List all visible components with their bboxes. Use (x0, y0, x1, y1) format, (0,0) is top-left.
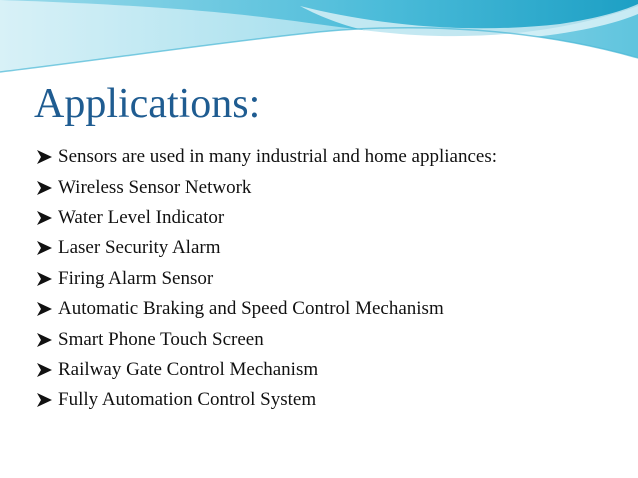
arrow-bullet-icon (36, 332, 53, 348)
bullet-text: Water Level Indicator (58, 206, 225, 228)
bullet-text: Automatic Braking and Speed Control Mechanism (58, 298, 444, 320)
list-item (36, 233, 497, 263)
bullet-text: Smart Phone Touch Screen (58, 328, 264, 350)
list-item (36, 294, 497, 324)
bullet-text: Laser Security Alarm (58, 237, 221, 259)
bullet-list (36, 142, 497, 416)
slide-title: Applications: (34, 81, 261, 127)
list-item (36, 324, 497, 354)
list-item (36, 203, 497, 233)
bullet-text: Railway Gate Control Mechanism (58, 358, 319, 380)
bullet-text: Firing Alarm Sensor (58, 267, 214, 289)
arrow-bullet-icon (36, 362, 53, 378)
bullet-text: Sensors are used in many industrial and home appliances: (58, 146, 498, 168)
list-item (36, 264, 497, 294)
list-item (36, 142, 497, 172)
list-item (36, 385, 497, 415)
arrow-bullet-icon (36, 180, 53, 196)
bullet-text: Wireless Sensor Network (58, 176, 252, 198)
list-item (36, 355, 497, 385)
header-wave-decoration (0, 0, 638, 80)
arrow-bullet-icon (36, 271, 53, 287)
arrow-bullet-icon (36, 392, 53, 408)
arrow-bullet-icon (36, 149, 53, 165)
list-item (36, 172, 497, 202)
arrow-bullet-icon (36, 240, 53, 256)
arrow-bullet-icon (36, 301, 53, 317)
bullet-text: Fully Automation Control System (58, 389, 317, 411)
arrow-bullet-icon (36, 210, 53, 226)
